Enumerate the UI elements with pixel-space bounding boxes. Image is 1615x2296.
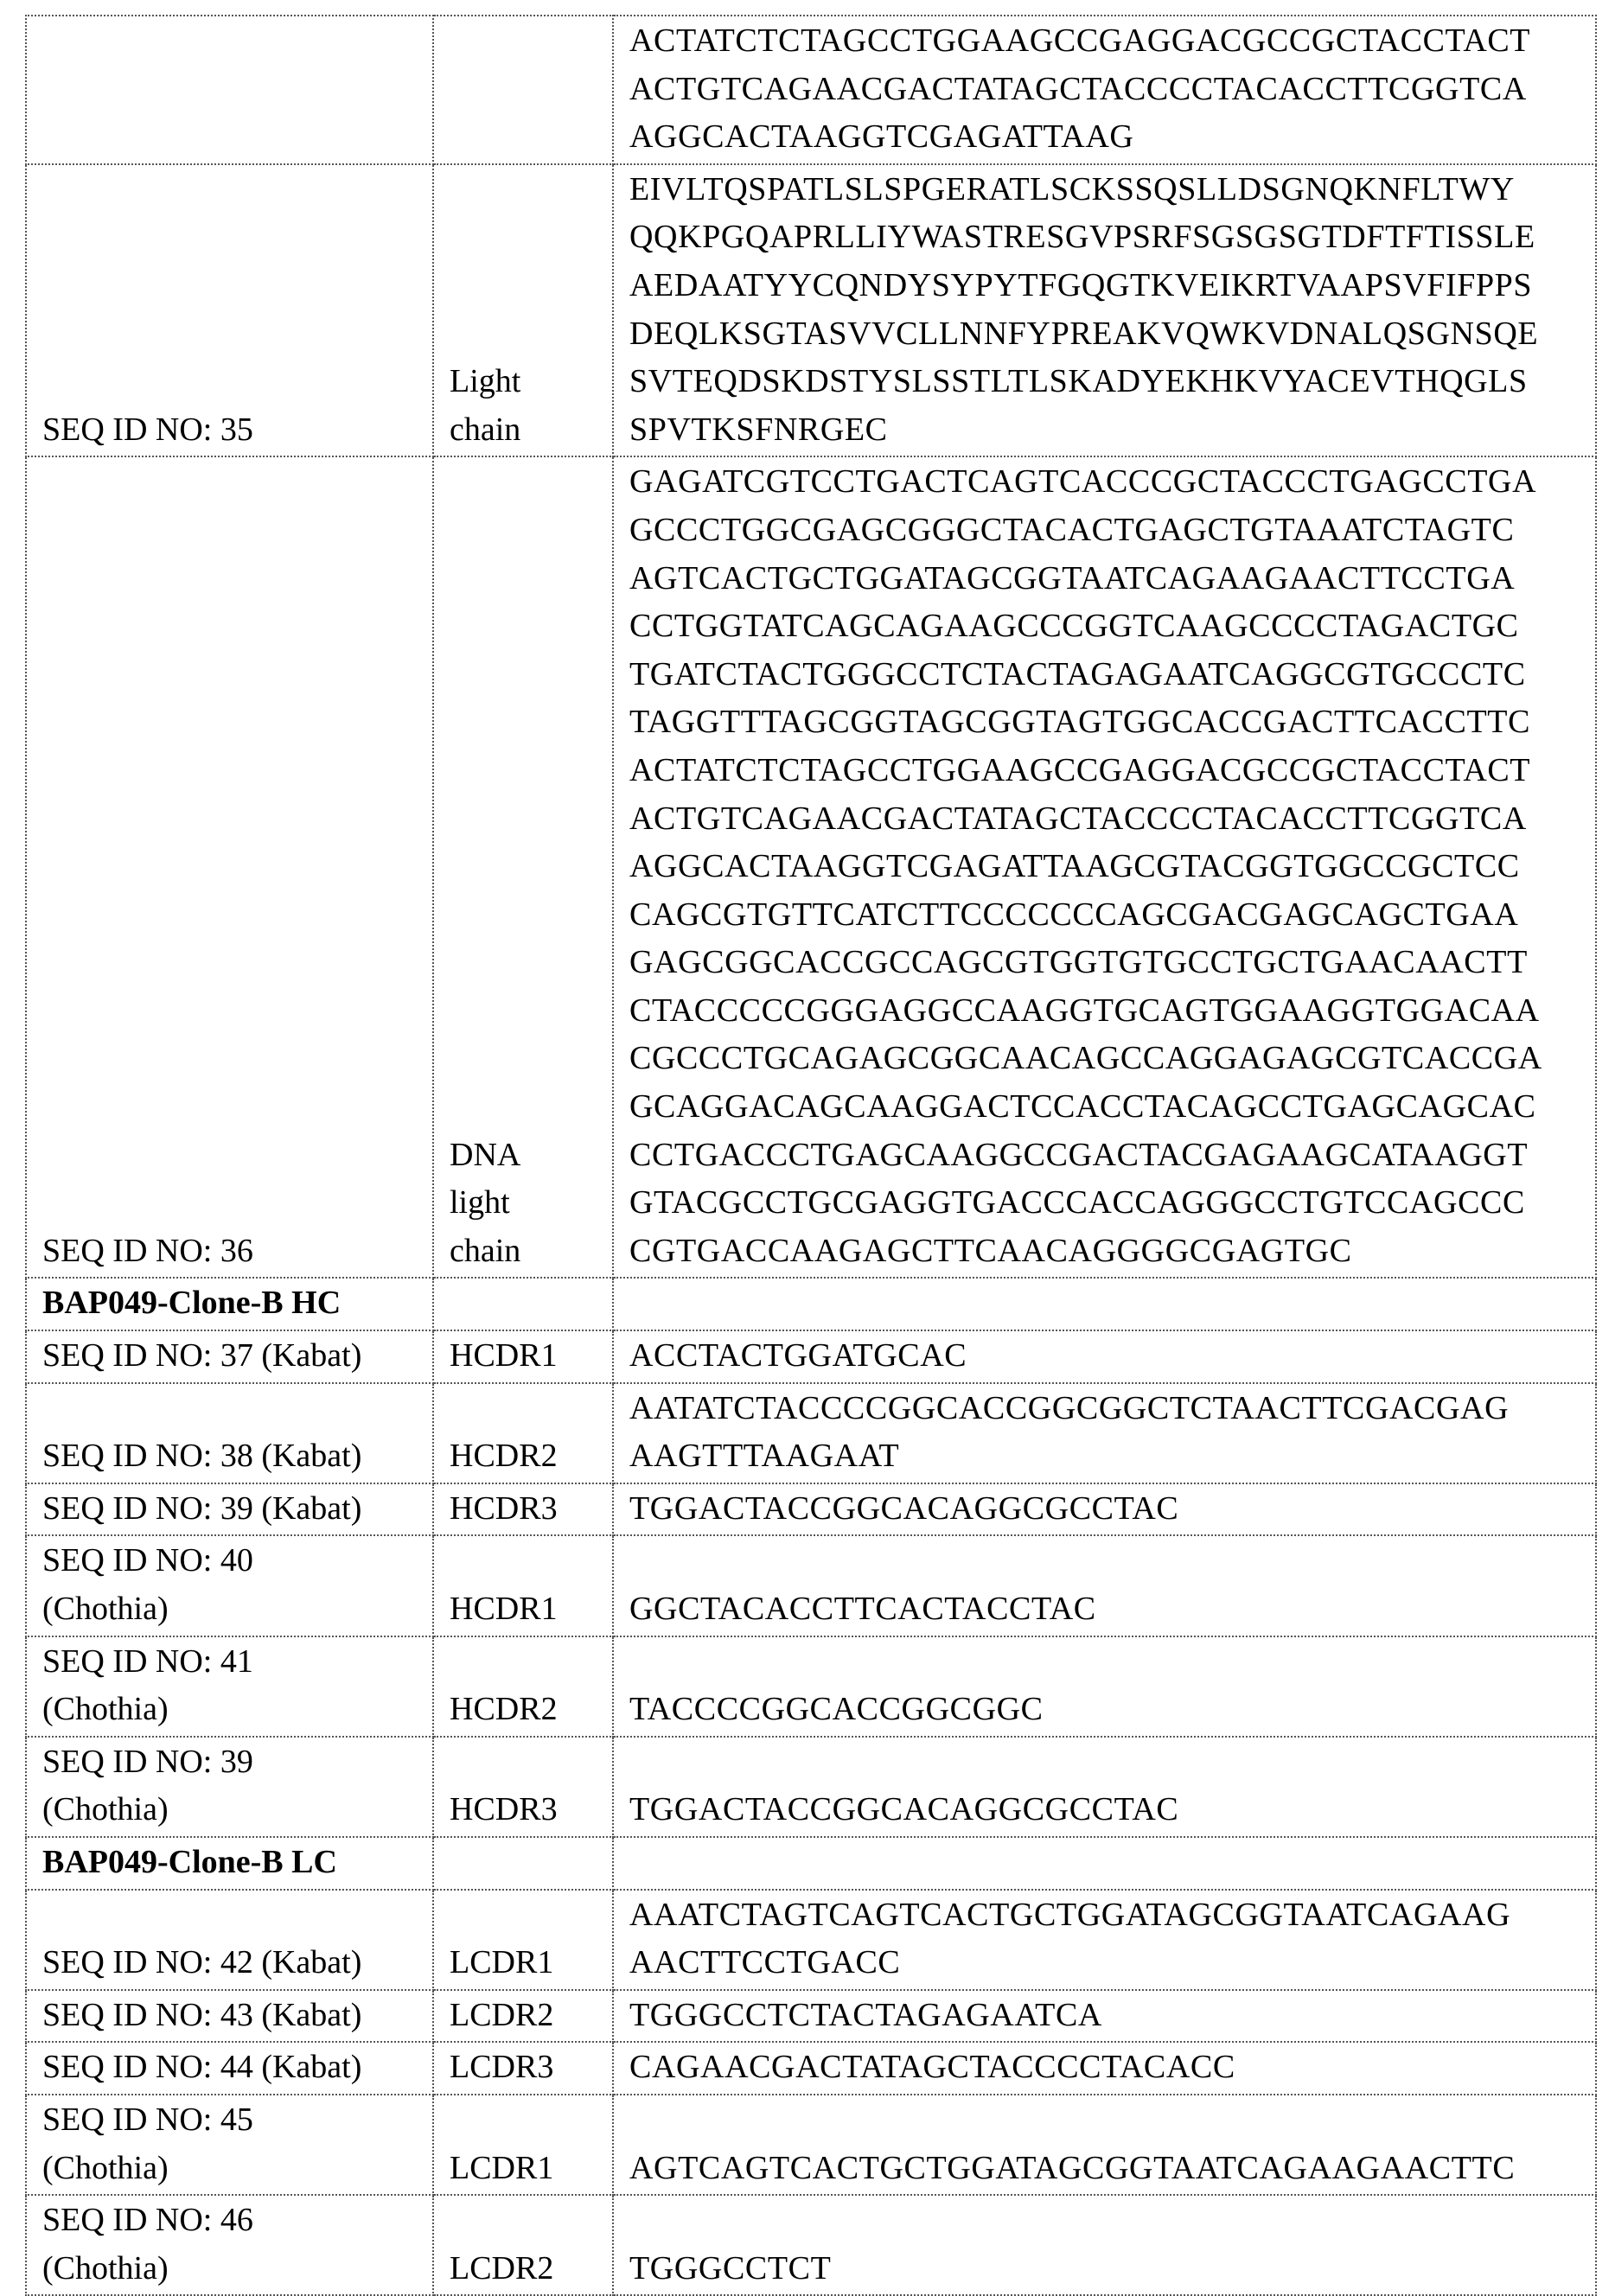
blank-line <box>450 1738 612 1787</box>
table-row <box>26 2195 1596 2295</box>
seq-id-text: (Chothia) <box>42 2145 432 2193</box>
seq-id-cell <box>26 1636 433 1737</box>
blank-line <box>42 310 432 359</box>
sequence-line: AGTCACTGCTGGATAGCGGTAATCAGAAGAACTTCCTGA <box>629 555 1595 603</box>
seq-id-cell <box>26 1330 433 1383</box>
blank-line <box>450 698 612 747</box>
region-label-cell <box>433 1890 613 1990</box>
blank-line <box>450 1083 612 1132</box>
blank-line <box>42 66 432 114</box>
seq-id-text: SEQ ID NO: 43 (Kabat) <box>42 1992 432 2040</box>
sequence-line: ACTATCTCTAGCCTGGAAGCCGAGGACGCCGCTACCTACT <box>629 17 1595 66</box>
region-label-cell <box>433 1737 613 1837</box>
table-row <box>26 2095 1596 2195</box>
region-label-cell <box>433 1990 613 2043</box>
region-label-cell <box>433 2195 613 2295</box>
region-label-text: LCDR2 <box>450 2245 612 2293</box>
blank-line <box>42 507 432 555</box>
sequence-cell <box>613 1890 1596 1990</box>
blank-line <box>450 507 612 555</box>
blank-line <box>629 1839 1595 1887</box>
blank-line <box>42 555 432 603</box>
blank-line <box>450 747 612 795</box>
sequence-cell <box>613 16 1596 164</box>
sequence-line: SPVTKSFNRGEC <box>629 406 1595 455</box>
sequence-line: CAGCGTGTTCATCTTCCCCCCCAGCGACGAGCAGCTGAA <box>629 891 1595 940</box>
region-label-cell <box>433 1535 613 1636</box>
region-label-text: HCDR3 <box>450 1485 612 1534</box>
seq-id-cell <box>26 456 433 1278</box>
sequence-cell <box>613 2195 1596 2295</box>
region-label-text: LCDR2 <box>450 1992 612 2040</box>
section-header-row <box>26 1837 1596 1890</box>
region-label-cell <box>433 1278 613 1330</box>
sequence-cell <box>613 2095 1596 2195</box>
seq-id-cell <box>26 1890 433 1990</box>
sequence-table-body <box>26 16 1596 2295</box>
blank-line <box>450 214 612 262</box>
blank-line <box>42 747 432 795</box>
blank-line <box>42 1891 432 1940</box>
region-label-cell <box>433 456 613 1278</box>
region-label-cell <box>433 2095 613 2195</box>
table-row <box>26 2042 1596 2095</box>
blank-line <box>450 843 612 891</box>
sequence-line: QQKPGQAPRLLIYWASTRESGVPSRFSGSGSGTDFTFTISSLE <box>629 214 1595 262</box>
region-label-text: HCDR1 <box>450 1332 612 1381</box>
sequence-line: TGGACTACCGGCACAGGCGCCTAC <box>629 1485 1595 1534</box>
blank-line <box>42 651 432 699</box>
seq-id-text: SEQ ID NO: 45 <box>42 2096 432 2145</box>
seq-id-cell <box>26 1278 433 1330</box>
blank-line <box>450 1537 612 1585</box>
region-label-cell <box>433 2042 613 2095</box>
blank-line <box>42 358 432 406</box>
blank-line <box>42 166 432 214</box>
seq-id-cell <box>26 1535 433 1636</box>
seq-id-cell <box>26 1483 433 1536</box>
sequence-line: ACTGTCAGAACGACTATAGCTACCCCTACACCTTCGGTCA <box>629 795 1595 844</box>
blank-line <box>450 939 612 987</box>
sequence-line: AGGCACTAAGGTCGAGATTAAG <box>629 113 1595 162</box>
sequence-line: CGTGACCAAGAGCTTCAACAGGGGCGAGTGC <box>629 1228 1595 1276</box>
blank-line <box>450 651 612 699</box>
sequence-line: CTACCCCCGGGAGGCCAAGGTGCAGTGGAAGGTGGACAA <box>629 987 1595 1036</box>
sequence-cell <box>613 1535 1596 1636</box>
sequence-line: GCAGGACAGCAAGGACTCCACCTACAGCCTGAGCAGCAC <box>629 1083 1595 1132</box>
section-header-row <box>26 1278 1596 1330</box>
blank-line <box>450 795 612 844</box>
seq-id-cell <box>26 164 433 457</box>
seq-id-text: (Chothia) <box>42 1686 432 1734</box>
blank-line <box>450 1385 612 1433</box>
sequence-line: GTACGCCTGCGAGGTGACCCACCAGGGCCTGTCCAGCCC <box>629 1179 1595 1228</box>
sequence-cell <box>613 1383 1596 1483</box>
sequence-line: CAGAACGACTATAGCTACCCCTACACC <box>629 2044 1595 2092</box>
blank-line <box>42 987 432 1036</box>
sequence-cell <box>613 2042 1596 2095</box>
blank-line <box>42 698 432 747</box>
blank-line <box>629 1279 1595 1328</box>
sequence-line: TGGACTACCGGCACAGGCGCCTAC <box>629 1786 1595 1834</box>
table-row <box>26 1636 1596 1737</box>
sequence-cell <box>613 1278 1596 1330</box>
region-label-text: light <box>450 1179 612 1228</box>
sequence-line: ACTATCTCTAGCCTGGAAGCCGAGGACGCCGCTACCTACT <box>629 747 1595 795</box>
seq-id-text: SEQ ID NO: 41 <box>42 1638 432 1687</box>
seq-id-cell <box>26 1990 433 2043</box>
blank-line <box>42 843 432 891</box>
blank-line <box>450 458 612 507</box>
sequence-line: TGGGCCTCT <box>629 2245 1595 2293</box>
sequence-line: ACTGTCAGAACGACTATAGCTACCCCTACACCTTCGGTCA <box>629 66 1595 114</box>
sequence-line: EIVLTQSPATLSLSPGERATLSCKSSQSLLDSGNQKNFLTWY <box>629 166 1595 214</box>
blank-line <box>450 2197 612 2245</box>
blank-line <box>450 1891 612 1940</box>
table-row <box>26 1990 1596 2043</box>
table-row <box>26 456 1596 1278</box>
blank-line <box>42 891 432 940</box>
sequence-line: GGCTACACCTTCACTACCTAC <box>629 1585 1595 1634</box>
table-row <box>26 1737 1596 1837</box>
region-label-cell <box>433 1636 613 1737</box>
table-row <box>26 16 1596 164</box>
blank-line <box>42 1035 432 1083</box>
region-label-text: LCDR1 <box>450 1939 612 1987</box>
blank-line <box>629 2096 1595 2145</box>
blank-line <box>42 1179 432 1228</box>
blank-line <box>450 987 612 1036</box>
seq-id-text: SEQ ID NO: 44 (Kabat) <box>42 2044 432 2092</box>
sequence-line: GCCCTGGCGAGCGGGCTACACTGAGCTGTAAATCTAGTC <box>629 507 1595 555</box>
sequence-cell <box>613 1837 1596 1890</box>
section-title: BAP049-Clone-B HC <box>42 1279 432 1328</box>
blank-line <box>450 603 612 651</box>
blank-line <box>450 2096 612 2145</box>
region-label-text: chain <box>450 406 612 455</box>
blank-line <box>42 113 432 162</box>
seq-id-cell <box>26 2042 433 2095</box>
sequence-cell <box>613 456 1596 1278</box>
section-title: BAP049-Clone-B LC <box>42 1839 432 1887</box>
seq-id-cell <box>26 1383 433 1483</box>
blank-line <box>42 262 432 310</box>
sequence-line: TAGGTTTAGCGGTAGCGGTAGTGGCACCGACTTCACCTTC <box>629 698 1595 747</box>
sequence-line: AGTCAGTCACTGCTGGATAGCGGTAATCAGAAGAACTTC <box>629 2145 1595 2193</box>
blank-line <box>629 1638 1595 1687</box>
blank-line <box>42 603 432 651</box>
seq-id-text: SEQ ID NO: 38 (Kabat) <box>42 1432 432 1481</box>
sequence-table <box>25 15 1597 2296</box>
region-label-text: chain <box>450 1228 612 1276</box>
sequence-cell <box>613 1330 1596 1383</box>
sequence-line: GAGATCGTCCTGACTCAGTCACCCGCTACCCTGAGCCTGA <box>629 458 1595 507</box>
seq-id-text: SEQ ID NO: 46 <box>42 2197 432 2245</box>
seq-id-text: (Chothia) <box>42 2245 432 2293</box>
region-label-text: LCDR3 <box>450 2044 612 2092</box>
blank-line <box>42 1083 432 1132</box>
seq-id-text: SEQ ID NO: 42 (Kabat) <box>42 1939 432 1987</box>
seq-id-cell <box>26 2195 433 2295</box>
blank-line <box>42 458 432 507</box>
region-label-cell <box>433 1483 613 1536</box>
blank-line <box>450 1638 612 1687</box>
region-label-text: HCDR3 <box>450 1786 612 1834</box>
blank-line <box>450 1279 612 1328</box>
blank-line <box>450 555 612 603</box>
blank-line <box>450 66 612 114</box>
seq-id-text: SEQ ID NO: 39 (Kabat) <box>42 1485 432 1534</box>
seq-id-text: (Chothia) <box>42 1786 432 1834</box>
blank-line <box>42 1132 432 1180</box>
sequence-cell <box>613 1636 1596 1737</box>
blank-line <box>450 113 612 162</box>
seq-id-cell <box>26 2095 433 2195</box>
blank-line <box>42 939 432 987</box>
region-label-text: DNA <box>450 1132 612 1180</box>
sequence-line: ACCTACTGGATGCAC <box>629 1332 1595 1381</box>
sequence-line: GAGCGGCACCGCCAGCGTGGTGTGCCTGCTGAACAACTT <box>629 939 1595 987</box>
sequence-line: AAATCTAGTCAGTCACTGCTGGATAGCGGTAATCAGAAG <box>629 1891 1595 1940</box>
seq-id-cell <box>26 1837 433 1890</box>
blank-line <box>450 310 612 359</box>
region-label-text: LCDR1 <box>450 2145 612 2193</box>
sequence-line: AGGCACTAAGGTCGAGATTAAGCGTACGGTGGCCGCTCC <box>629 843 1595 891</box>
region-label-cell <box>433 164 613 457</box>
region-label-cell <box>433 1837 613 1890</box>
sequence-line: AEDAATYYCQNDYSYPYTFGQGTKVEIKRTVAAPSVFIFPPS <box>629 262 1595 310</box>
blank-line <box>450 166 612 214</box>
blank-line <box>450 1035 612 1083</box>
blank-line <box>450 1839 612 1887</box>
sequence-line: CCTGACCCTGAGCAAGGCCGACTACGAGAAGCATAAGGT <box>629 1132 1595 1180</box>
region-label-cell <box>433 1383 613 1483</box>
table-row <box>26 1535 1596 1636</box>
table-row <box>26 1890 1596 1990</box>
sequence-line: TGGGCCTCTACTAGAGAATCA <box>629 1992 1595 2040</box>
sequence-line: AACTTCCTGACC <box>629 1939 1595 1987</box>
blank-line <box>42 795 432 844</box>
sequence-cell <box>613 164 1596 457</box>
blank-line <box>450 17 612 66</box>
seq-id-text: (Chothia) <box>42 1585 432 1634</box>
region-label-cell <box>433 16 613 164</box>
seq-id-text: SEQ ID NO: 39 <box>42 1738 432 1787</box>
sequence-cell <box>613 1737 1596 1837</box>
seq-id-text: SEQ ID NO: 37 (Kabat) <box>42 1332 432 1381</box>
table-row <box>26 1383 1596 1483</box>
seq-id-text: SEQ ID NO: 35 <box>42 406 432 455</box>
sequence-line: CCTGGTATCAGCAGAAGCCCGGTCAAGCCCCTAGACTGC <box>629 603 1595 651</box>
blank-line <box>450 262 612 310</box>
sequence-line: DEQLKSGTASVVCLLNNFYPREAKVQWKVDNALQSGNSQE <box>629 310 1595 359</box>
blank-line <box>629 2197 1595 2245</box>
table-row <box>26 1483 1596 1536</box>
seq-id-text: SEQ ID NO: 40 <box>42 1537 432 1585</box>
sequence-cell <box>613 1483 1596 1536</box>
seq-id-cell <box>26 16 433 164</box>
region-label-text: HCDR2 <box>450 1432 612 1481</box>
sequence-line: TACCCCGGCACCGGCGGC <box>629 1686 1595 1734</box>
sequence-line: TGATCTACTGGGCCTCTACTAGAGAATCAGGCGTGCCCTC <box>629 651 1595 699</box>
seq-id-cell <box>26 1737 433 1837</box>
sequence-line: AATATCTACCCCGGCACCGGCGGCTCTAACTTCGACGAG <box>629 1385 1595 1433</box>
blank-line <box>629 1537 1595 1585</box>
table-row <box>26 1330 1596 1383</box>
seq-id-text: SEQ ID NO: 36 <box>42 1228 432 1276</box>
region-label-text: HCDR1 <box>450 1585 612 1634</box>
region-label-text: HCDR2 <box>450 1686 612 1734</box>
sequence-line: CGCCCTGCAGAGCGGCAACAGCCAGGAGAGCGTCACCGA <box>629 1035 1595 1083</box>
sequence-cell <box>613 1990 1596 2043</box>
blank-line <box>42 1385 432 1433</box>
region-label-cell <box>433 1330 613 1383</box>
blank-line <box>42 17 432 66</box>
sequence-line: AAGTTTAAGAAT <box>629 1432 1595 1481</box>
blank-line <box>450 891 612 940</box>
table-row <box>26 164 1596 457</box>
blank-line <box>42 214 432 262</box>
blank-line <box>629 1738 1595 1787</box>
region-label-text: Light <box>450 358 612 406</box>
sequence-line: SVTEQDSKDSTYSLSSTLTLSKADYEKHKVYACEVTHQGLS <box>629 358 1595 406</box>
